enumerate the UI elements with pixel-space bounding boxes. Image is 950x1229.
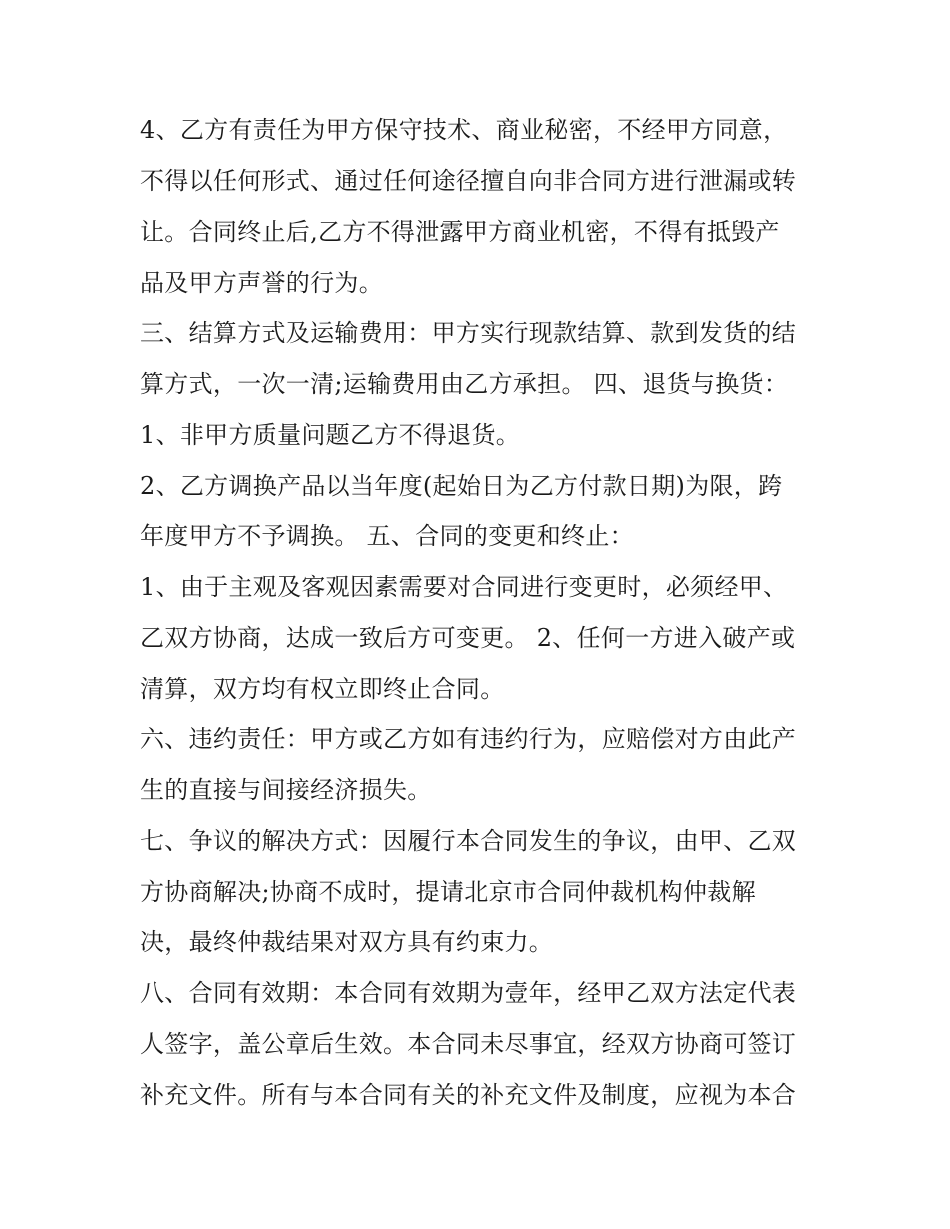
text-line: 4、乙方有责任为甲方保守技术、商业秘密，不经甲方同意， — [140, 116, 788, 144]
text-line: 乙双方协商，达成一致后方可变更。 2、任何一方进入破产或 — [140, 624, 796, 652]
text-line: 八、合同有效期：本合同有效期为壹年，经甲乙双方法定代表 — [140, 979, 797, 1007]
text-line: 生的直接与间接经济损失。 — [140, 776, 432, 804]
text-line: 七、争议的解决方式：因履行本合同发生的争议，由甲、乙双 — [140, 827, 797, 855]
text-line: 年度甲方不予调换。 五、合同的变更和终止： — [140, 522, 634, 550]
text-line: 决，最终仲裁结果对双方具有约束力。 — [140, 928, 554, 956]
text-line: 2、乙方调换产品以当年度(起始日为乙方付款日期)为限，跨 — [140, 472, 783, 500]
text-line: 补充文件。所有与本合同有关的补充文件及制度，应视为本合 — [140, 1081, 797, 1109]
text-line: 三、结算方式及运输费用：甲方实行现款结算、款到发货的结 — [140, 319, 797, 347]
text-line: 算方式，一次一清;运输费用由乙方承担。 四、退货与换货： — [140, 370, 789, 398]
text-line: 六、违约责任：甲方或乙方如有违约行为，应赔偿对方由此产 — [140, 725, 797, 753]
text-line: 清算，双方均有权立即终止合同。 — [140, 675, 505, 703]
text-line: 品及甲方声誉的行为。 — [140, 269, 383, 297]
text-line: 不得以任何形式、通过任何途径擅自向非合同方进行泄漏或转 — [140, 167, 797, 195]
text-line: 1、非甲方质量问题乙方不得退货。 — [140, 421, 521, 449]
text-line: 1、由于主观及客观因素需要对合同进行变更时，必须经甲、 — [140, 573, 788, 601]
text-line: 人签字，盖公章后生效。本合同未尽事宜，经双方协商可签订 — [140, 1030, 797, 1058]
text-line: 方协商解决;协商不成时，提请北京市合同仲裁机构仲裁解 — [140, 878, 756, 906]
text-line: 让。合同终止后,乙方不得泄露甲方商业机密，不得有抵毁产 — [140, 218, 780, 246]
